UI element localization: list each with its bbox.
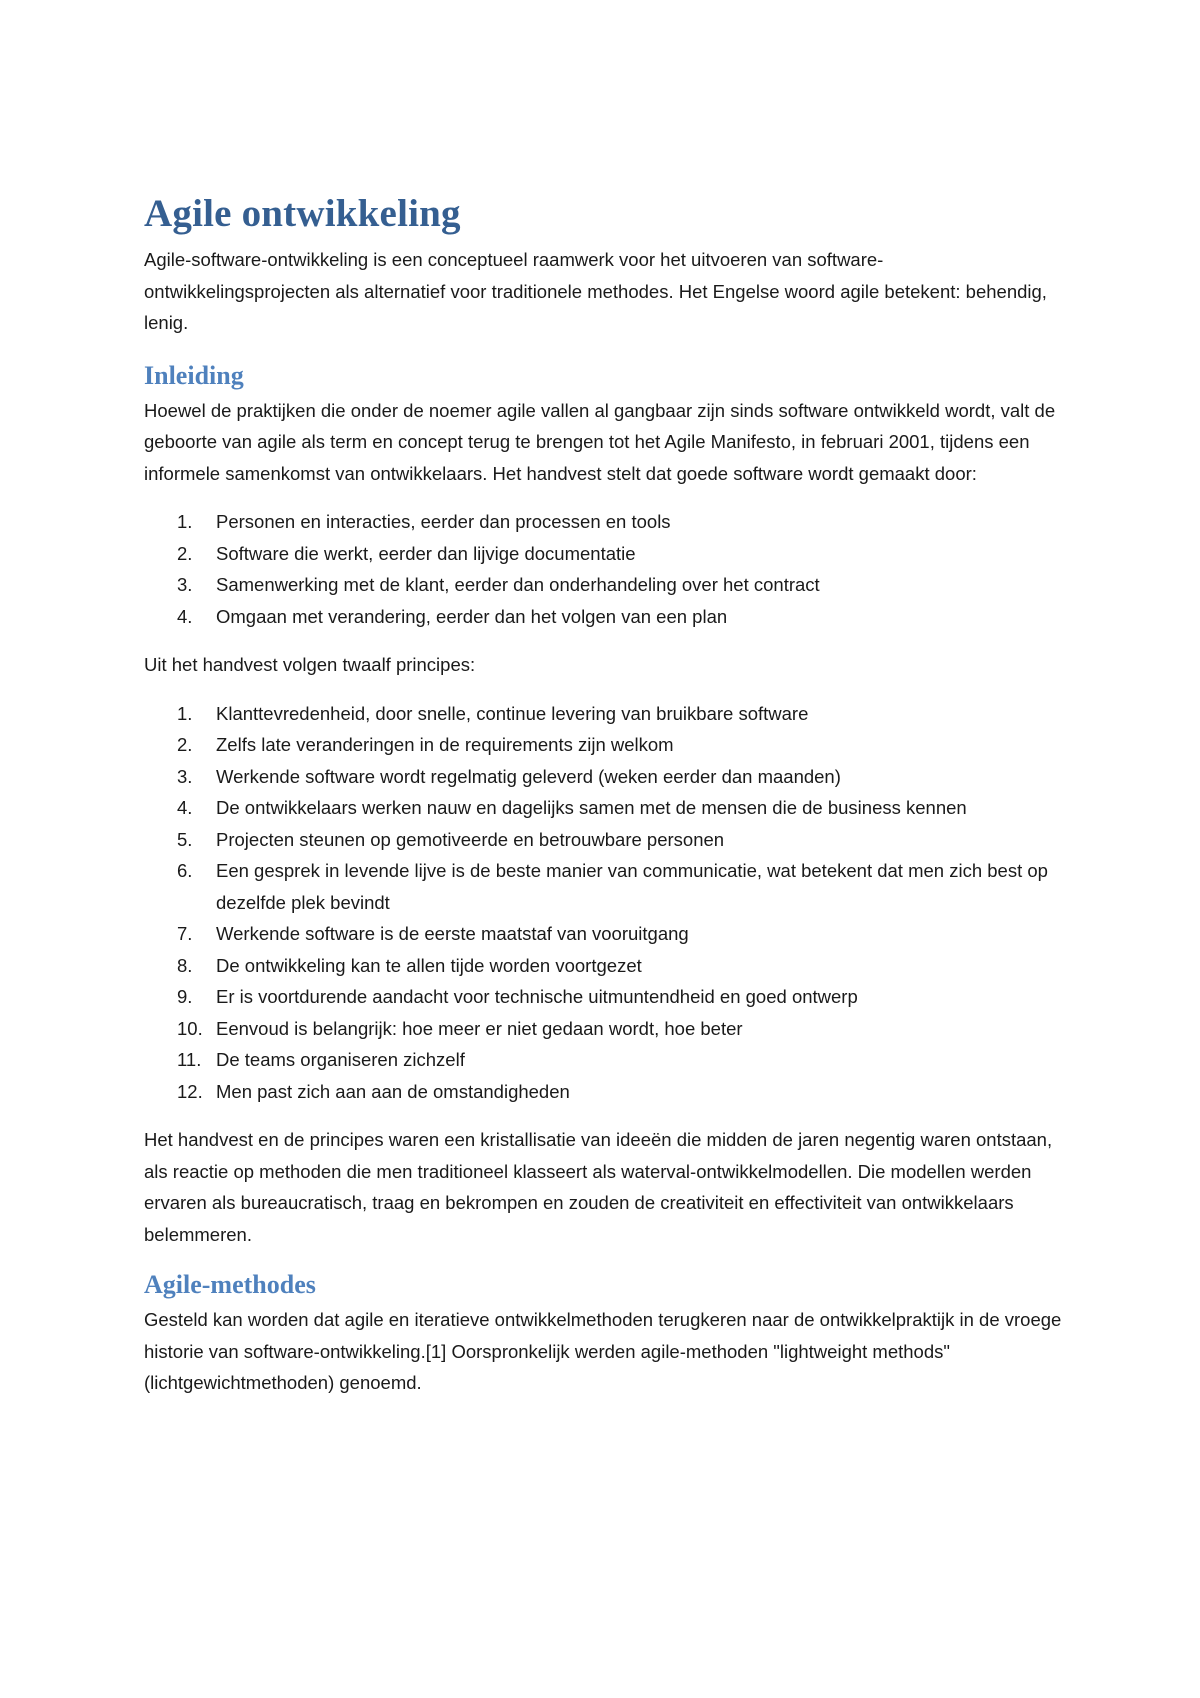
list-item-text: Personen en interacties, eerder dan processen en tools [216, 511, 671, 532]
list-item [144, 792, 1064, 824]
list-item-text: Werkende software is de eerste maatstaf van vooruitgang [216, 923, 689, 944]
list-item [144, 538, 1064, 570]
list-number: 8. [177, 954, 193, 976]
list-item [144, 761, 1064, 793]
list-item [144, 855, 1064, 918]
list-number: 2. [177, 542, 193, 564]
list-item [144, 981, 1064, 1013]
list-number: 9. [177, 986, 193, 1007]
heading-inleiding: Inleiding [144, 360, 244, 390]
list-number: 2. [177, 734, 193, 755]
list-item [144, 729, 1064, 761]
document-title: Agile ontwikkeling [144, 192, 461, 235]
principles-list [144, 698, 1064, 1108]
list-item-text: Klanttevredenheid, door snelle, continue levering van bruikbare software [216, 702, 809, 724]
list-item-text: Men past zich aan aan de omstandigheden [216, 1080, 570, 1102]
list-number: 4. [177, 605, 193, 627]
list-item [144, 601, 1064, 633]
list-number: 4. [177, 797, 193, 818]
inleiding-paragraph: Hoewel de praktijken die onder de noemer agile vallen al gangbaar zijn sinds software ontwikkeld wordt, valt de geboorte van agile als term en concept terug te brengen tot het Agile Manifesto, in februari 2001, tijdens een informele samenkomst van ontwikkelaars. Het handvest stelt dat goede software wordt gemaakt door: [144, 399, 1056, 484]
list-item [144, 824, 1064, 856]
list-item-text: Projecten steunen op gemotiveerde en betrouwbare personen [216, 828, 725, 850]
list-item-text: De teams organiseren zichzelf [216, 1049, 465, 1070]
list-item-text: Omgaan met verandering, eerder dan het volgen van een plan [216, 605, 728, 627]
closing-paragraph: Het handvest en de principes waren een kristallisatie van ideeën die midden de jaren negentig waren ontstaan, als reactie op methoden die men traditioneel klasseert als waterval-ontwikkelmodellen. Die modellen werden ervaren als bureaucratisch, traag en bekrompen en zouden de creativiteit en effectiviteit van ontwikkelaars belemmeren. [144, 1129, 1053, 1245]
list-number: 1. [177, 702, 193, 724]
list-item-text: Een gesprek in levende lijve is de beste manier van communicatie, wat betekent dat men zich best op dezelfde plek bevindt [216, 860, 1048, 913]
list-number: 11. [177, 1049, 202, 1070]
intro-paragraph: Agile-software-ontwikkeling is een conceptueel raamwerk voor het uitvoeren van software-ontwikkelingsprojecten als alternatief voor traditionele methodes. Het Engelse woord agile betekent: behendig, lenig. [144, 249, 1047, 333]
list-item-text: Software die werkt, eerder dan lijvige documentatie [216, 542, 636, 564]
list-number: 12. [177, 1080, 203, 1102]
list-number: 10. [177, 1017, 203, 1039]
principles-intro: Uit het handvest volgen twaalf principes: [144, 654, 476, 675]
list-item [144, 698, 1064, 730]
methodes-paragraph: Gesteld kan worden dat agile en iteratieve ontwikkelmethoden terugkeren naar de ontwikkelpraktijk in de vroege historie van software-ontwikkeling.[1] Oorspronkelijk werden agile-methoden "lightweight methods" (lichtgewichtmethoden) genoemd. [144, 1309, 1062, 1393]
manifesto-values-list [144, 506, 1064, 632]
list-number: 3. [177, 765, 193, 787]
list-number: 7. [177, 923, 193, 944]
list-number: 5. [177, 828, 193, 850]
list-item-text: Samenwerking met de klant, eerder dan onderhandeling over het contract [216, 574, 820, 595]
list-number: 3. [177, 574, 193, 595]
list-item [144, 1044, 1064, 1076]
list-item-text: De ontwikkeling kan te allen tijde worden voortgezet [216, 954, 642, 976]
list-item [144, 918, 1064, 950]
list-item-text: De ontwikkelaars werken nauw en dagelijks samen met de mensen die de business kennen [216, 797, 967, 818]
list-item [144, 506, 1064, 538]
heading-agile-methodes: Agile-methodes [144, 1270, 316, 1299]
document-body [144, 192, 1064, 1399]
list-number: 6. [177, 860, 193, 881]
list-item [144, 1076, 1064, 1108]
list-number: 1. [177, 511, 193, 532]
list-item-text: Er is voortdurende aandacht voor technische uitmuntendheid en goed ontwerp [216, 986, 858, 1007]
list-item-text: Werkende software wordt regelmatig geleverd (weken eerder dan maanden) [216, 765, 841, 787]
list-item [144, 950, 1064, 982]
list-item [144, 1013, 1064, 1045]
list-item-text: Eenvoud is belangrijk: hoe meer er niet gedaan wordt, hoe beter [216, 1017, 743, 1039]
list-item [144, 569, 1064, 601]
list-item-text: Zelfs late veranderingen in de requirements zijn welkom [216, 734, 674, 755]
